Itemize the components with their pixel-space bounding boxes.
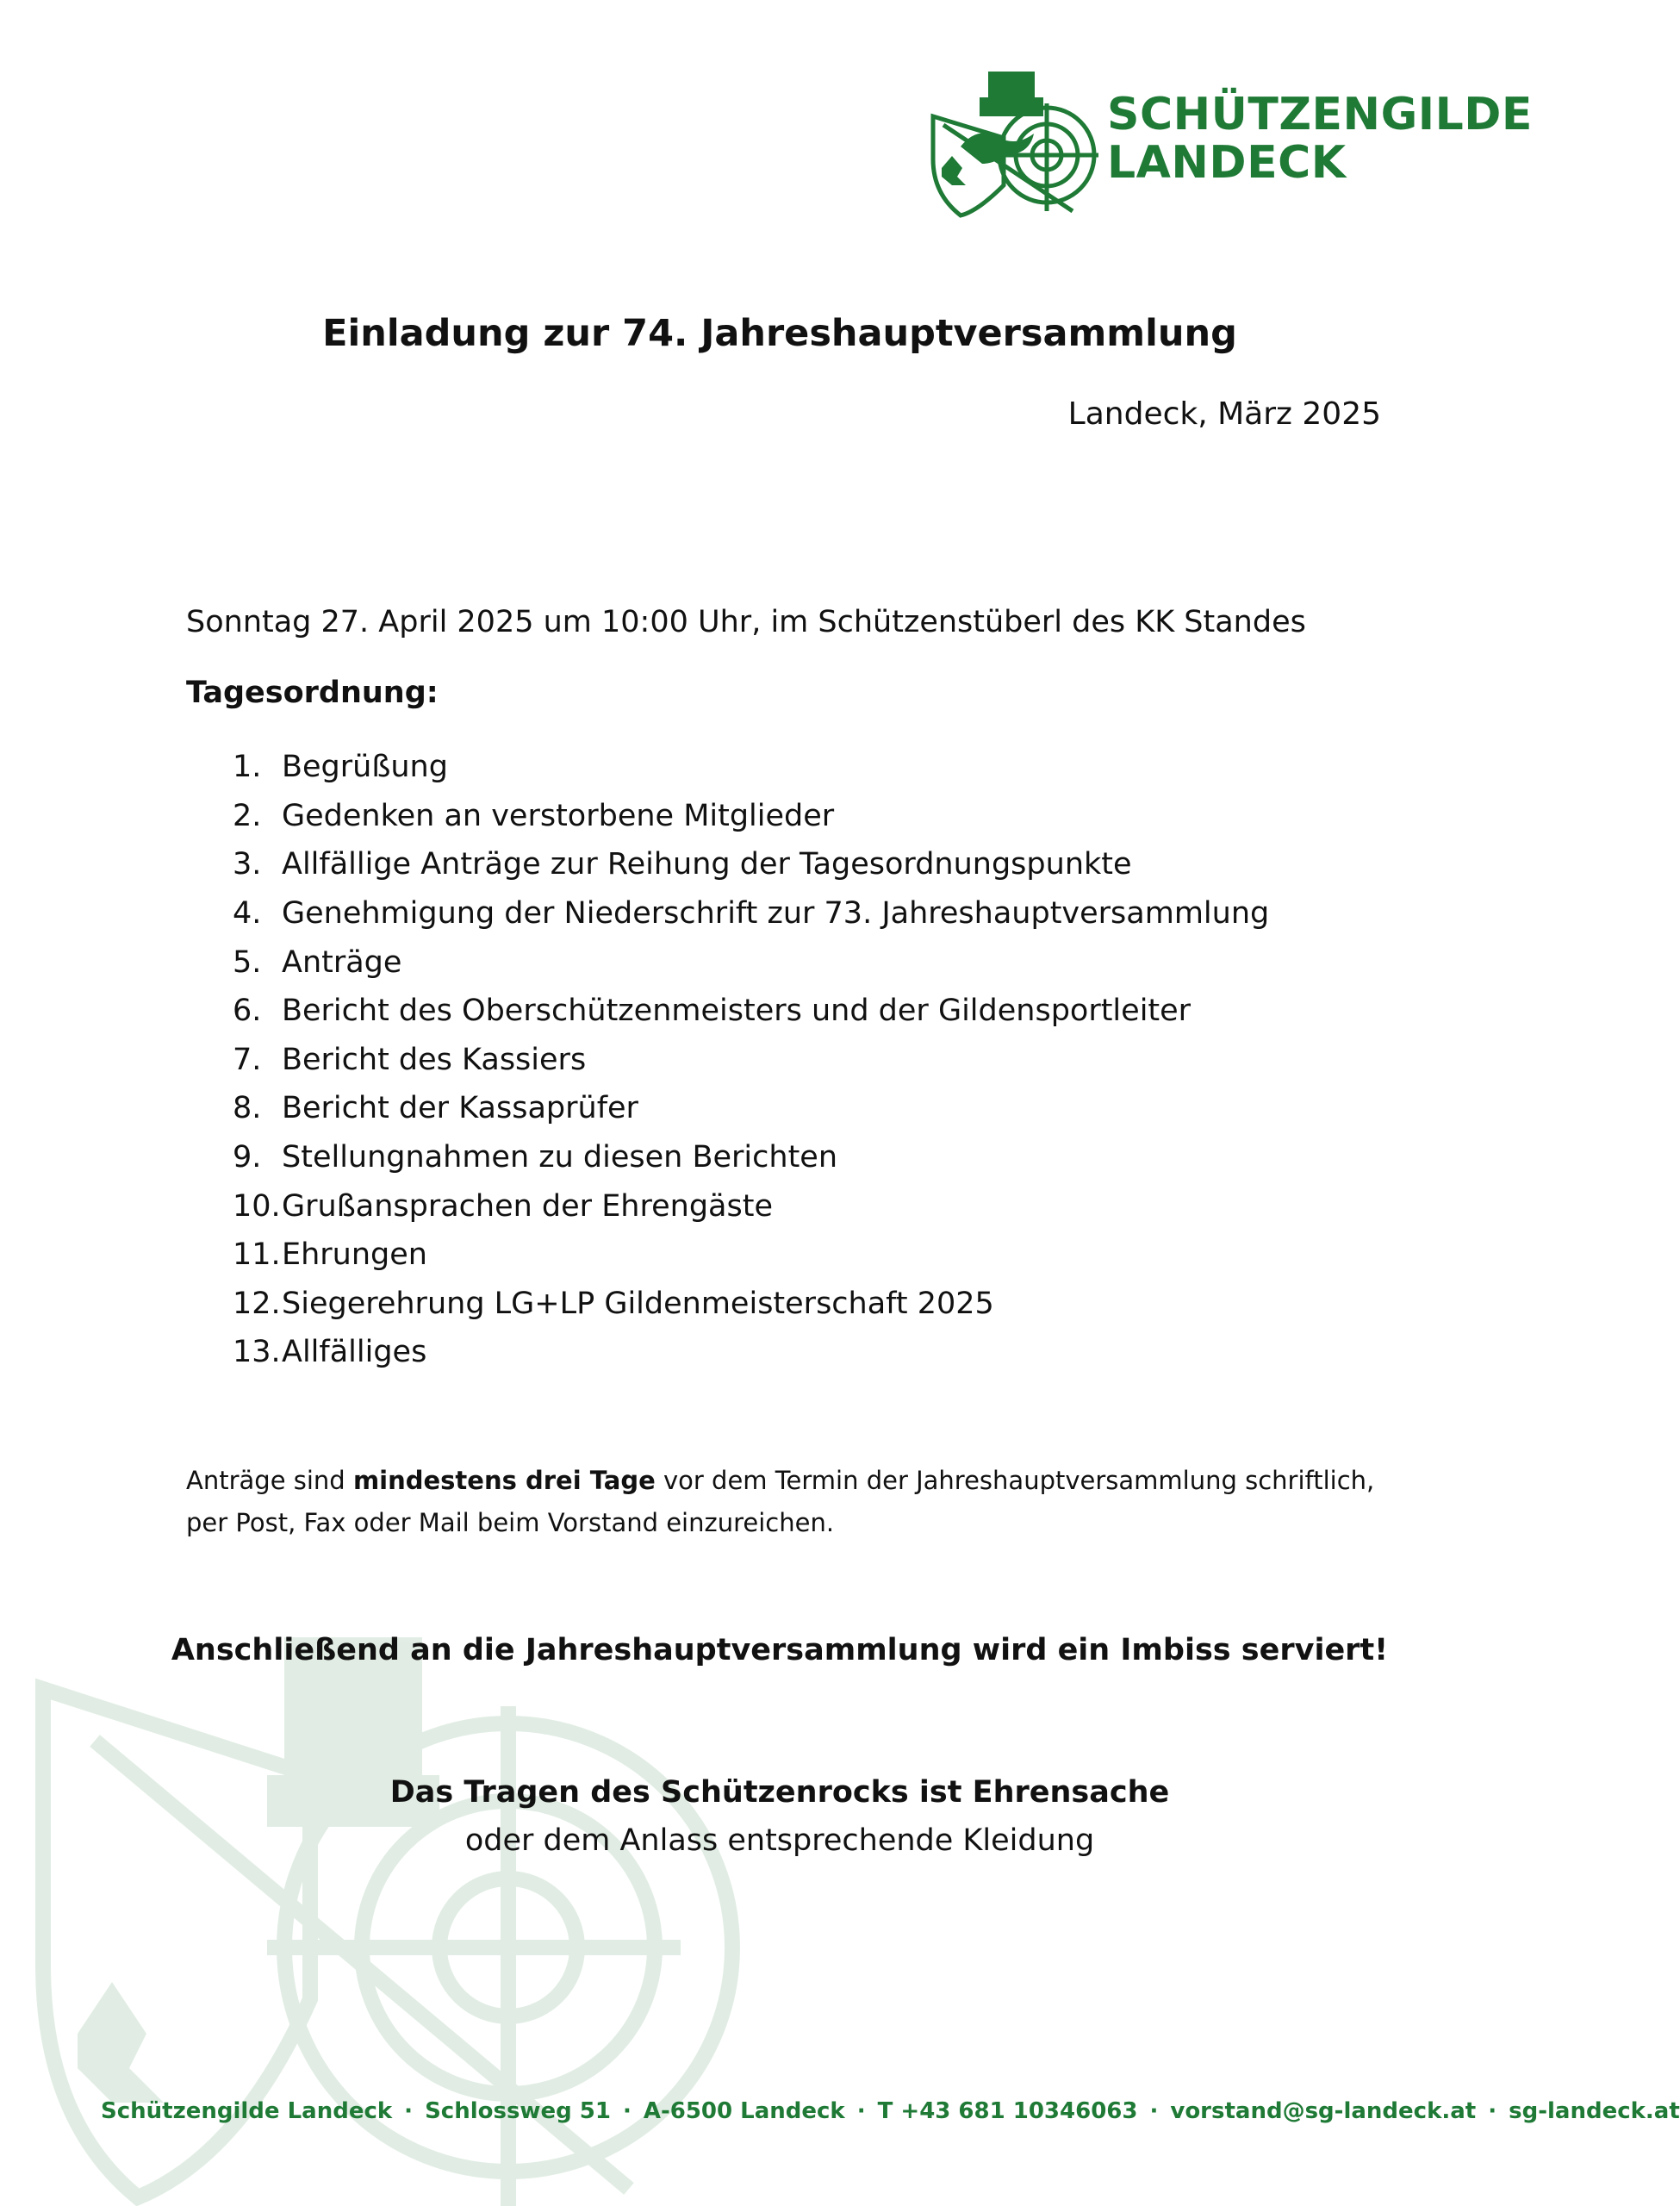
meeting-info: Sonntag 27. April 2025 um 10:00 Uhr, im Schützenstüberl des KK Standes	[186, 605, 1306, 639]
place-date: Landeck, März 2025	[1067, 396, 1381, 432]
agenda-item	[233, 938, 1269, 987]
footer-phone: T +43 681 10346063	[877, 2098, 1138, 2124]
footer-separator: ·	[622, 2098, 632, 2124]
note-line-2: per Post, Fax oder Mail beim Vorstand einzureichen.	[186, 1508, 835, 1537]
agenda-item	[233, 1280, 1269, 1329]
snack-notice: Anschließend an die Jahreshauptversammlung wird ein Imbiss serviert!	[171, 1633, 1389, 1667]
agenda-number: 11.	[233, 1237, 281, 1273]
footer-street: Schlossweg 51	[425, 2098, 611, 2124]
footer-website[interactable]: sg-landeck.at	[1509, 2098, 1680, 2124]
logo-line-2: LANDECK	[1107, 137, 1347, 189]
note-emphasis: mindestens drei Tage	[352, 1466, 656, 1495]
footer-org: Schützengilde Landeck	[101, 2098, 393, 2124]
agenda-list	[233, 743, 1269, 1377]
submission-note	[186, 1460, 1374, 1544]
agenda-number: 7.	[233, 1042, 262, 1077]
footer-city: A-6500 Landeck	[643, 2098, 845, 2124]
note-text: Anträge sind	[186, 1466, 353, 1495]
dress-code: oder dem Anlass entsprechende Kleidung	[464, 1823, 1095, 1858]
agenda-item	[233, 987, 1269, 1036]
agenda-number: 8.	[233, 1091, 262, 1126]
logo	[926, 65, 1533, 220]
agenda-heading: Tagesordnung:	[186, 676, 439, 710]
agenda-number: 2.	[233, 798, 262, 833]
agenda-text: Anträge	[282, 944, 402, 980]
footer-separator: ·	[856, 2098, 866, 2124]
agenda-text: Begrüßung	[282, 750, 448, 785]
footer-separator: ·	[1488, 2098, 1497, 2124]
note-text: vor dem Termin der Jahreshauptversammlung schriftlich,	[655, 1466, 1375, 1495]
footer-email[interactable]: vorstand@sg-landeck.at	[1170, 2098, 1477, 2124]
agenda-number: 6.	[233, 994, 262, 1029]
agenda-text: Ehrungen	[282, 1237, 427, 1273]
agenda-number: 5.	[233, 944, 262, 980]
note-line-1	[186, 1460, 1374, 1502]
agenda-item	[233, 1133, 1269, 1182]
agenda-text: Allfälliges	[282, 1335, 427, 1370]
agenda-number: 4.	[233, 896, 262, 932]
dress-code-bold: Das Tragen des Schützenrocks ist Ehrensache	[389, 1775, 1170, 1810]
agenda-number: 1.	[233, 750, 262, 785]
logo-text	[1107, 90, 1533, 187]
agenda-item	[233, 1231, 1269, 1280]
agenda-text: Bericht des Kassiers	[282, 1042, 587, 1077]
agenda-text: Stellungnahmen zu diesen Berichten	[282, 1140, 838, 1175]
agenda-number: 13.	[233, 1335, 281, 1370]
agenda-text: Genehmigung der Niederschrift zur 73. Jahreshauptversammlung	[282, 896, 1270, 932]
agenda-item	[233, 889, 1269, 938]
logo-line-1: SCHÜTZENGILDE	[1107, 89, 1533, 140]
agenda-number: 3.	[233, 847, 262, 882]
agenda-item	[233, 1328, 1269, 1377]
agenda-number: 9.	[233, 1140, 262, 1175]
agenda-text: Gedenken an verstorbene Mitglieder	[282, 798, 835, 833]
logo-emblem-icon	[926, 65, 1098, 220]
agenda-text: Siegerehrung LG+LP Gildenmeisterschaft 2025	[282, 1286, 994, 1321]
agenda-text: Bericht des Oberschützenmeisters und der Gildensportleiter	[282, 994, 1192, 1029]
agenda-text: Bericht der Kassaprüfer	[282, 1091, 638, 1126]
agenda-item	[233, 1084, 1269, 1133]
page-title: Einladung zur 74. Jahreshauptversammlung	[322, 312, 1237, 355]
agenda-number: 10.	[233, 1188, 281, 1224]
agenda-item	[233, 743, 1269, 792]
agenda-item	[233, 792, 1269, 841]
footer-separator: ·	[1149, 2098, 1159, 2124]
agenda-item	[233, 1036, 1269, 1085]
footer	[101, 2098, 1680, 2124]
footer-separator: ·	[404, 2098, 414, 2124]
agenda-text: Allfällige Anträge zur Reihung der Tagesordnungspunkte	[282, 847, 1132, 882]
agenda-number: 12.	[233, 1286, 281, 1321]
agenda-item	[233, 1181, 1269, 1231]
agenda-item	[233, 840, 1269, 889]
agenda-text: Grußansprachen der Ehrengäste	[282, 1188, 773, 1224]
